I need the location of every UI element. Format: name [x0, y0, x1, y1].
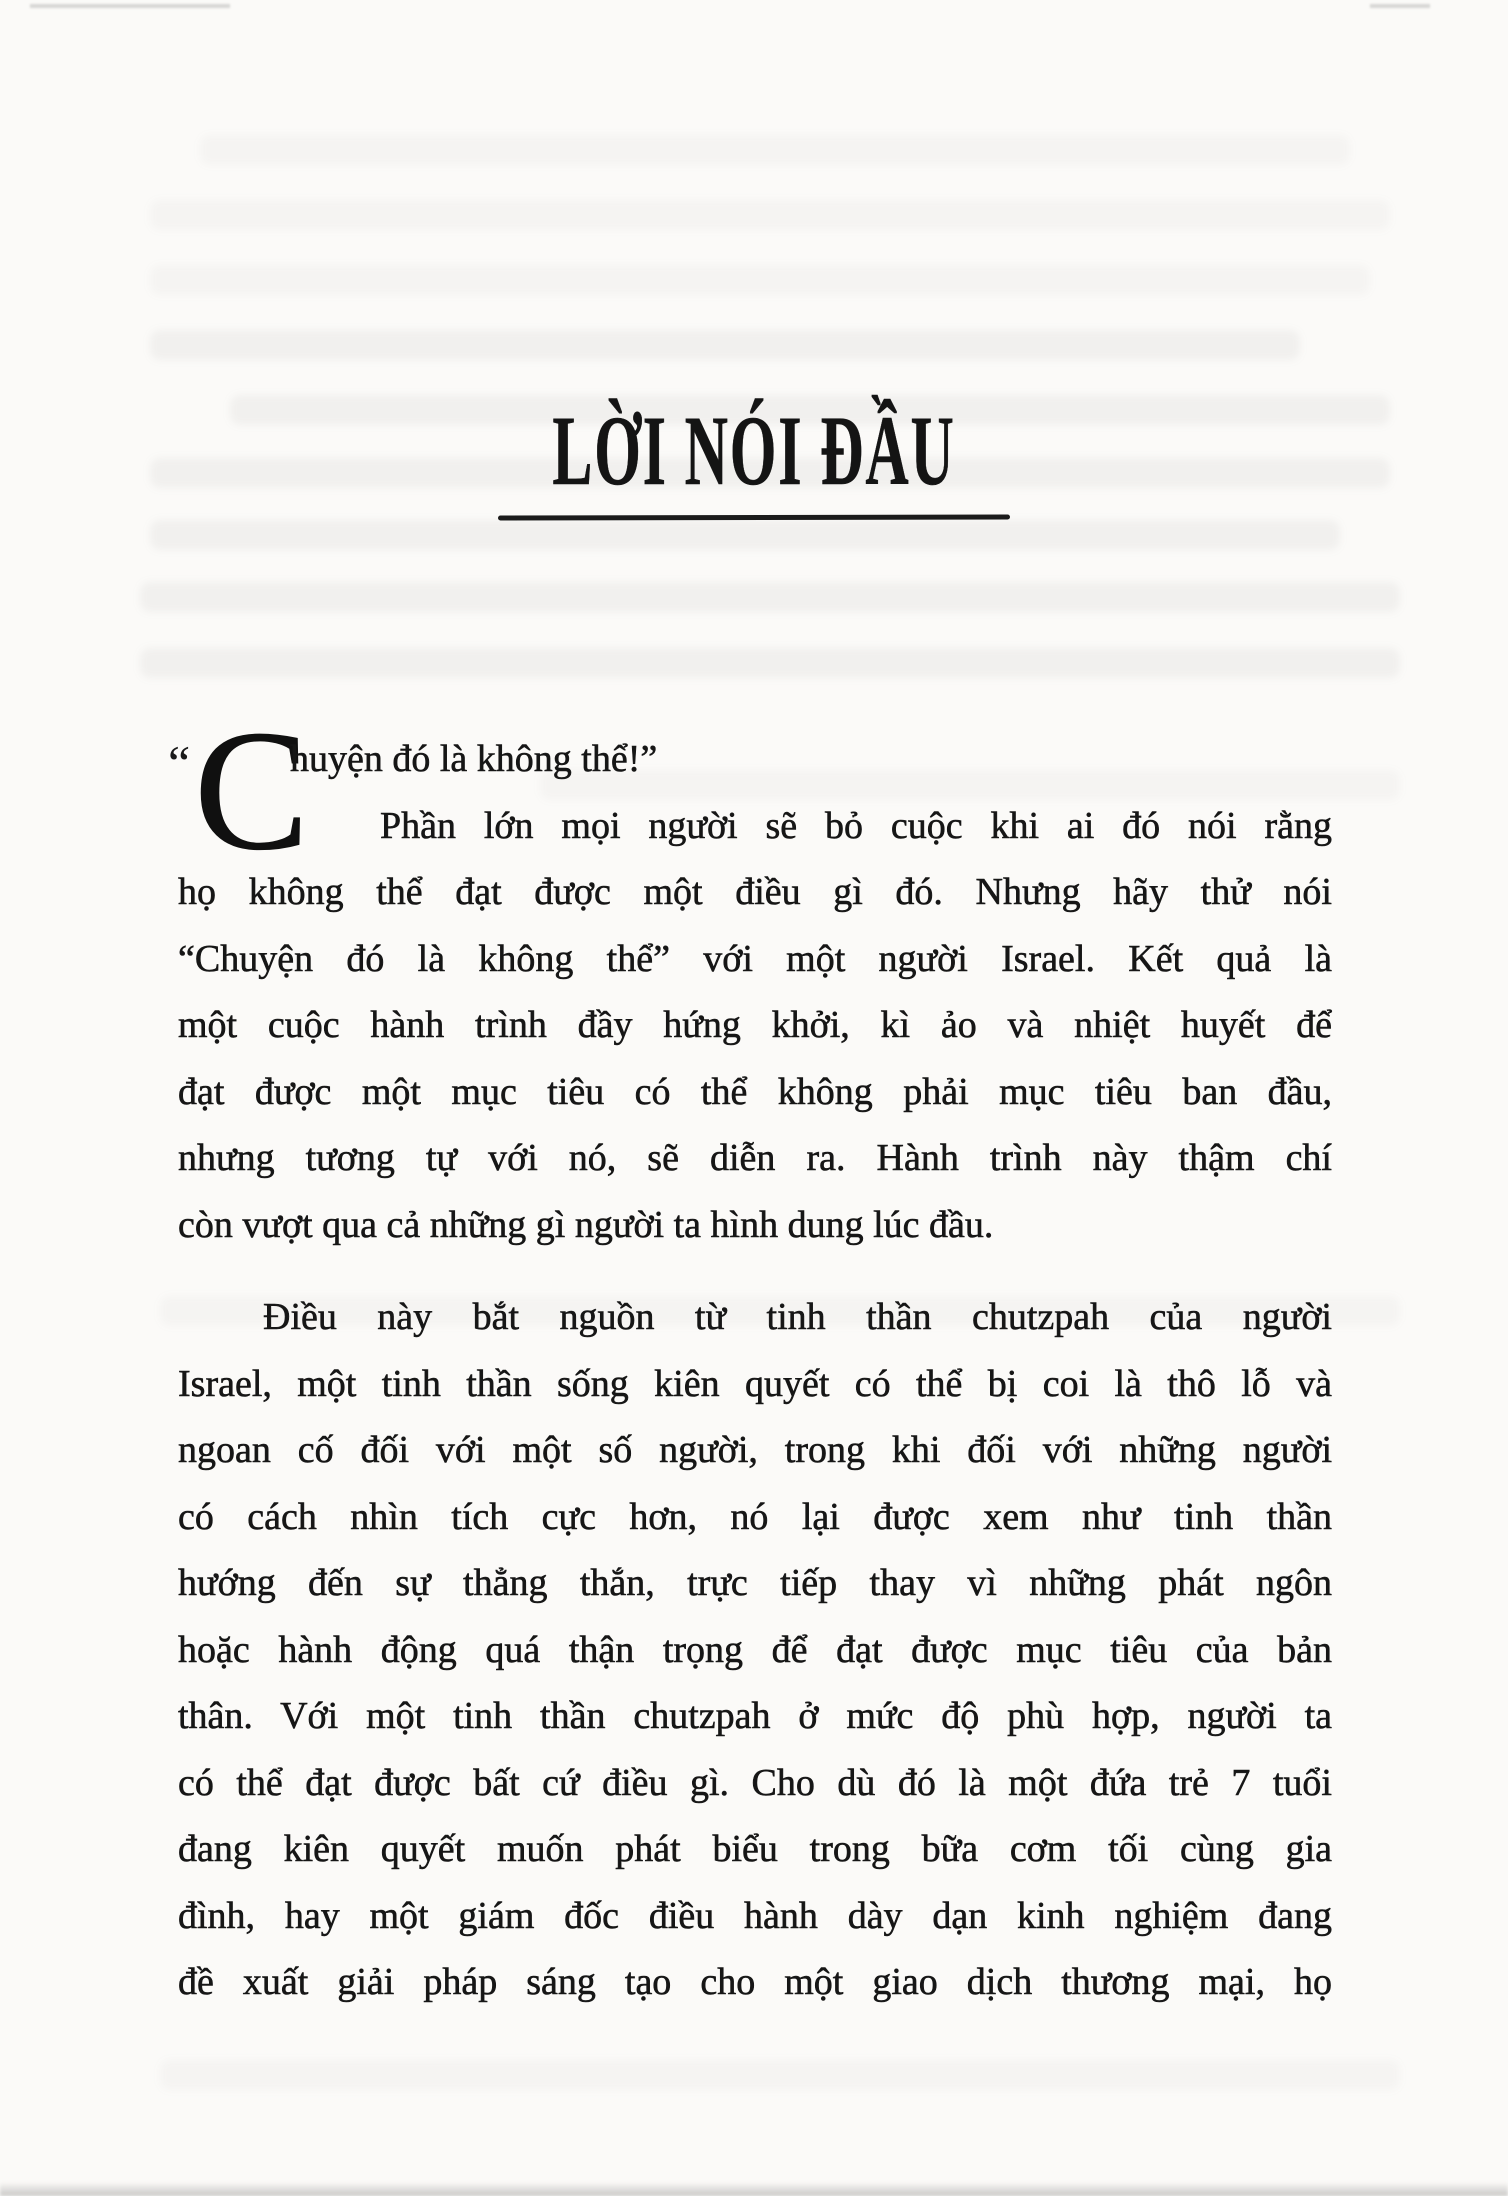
text-line: đang kiên quyết muốn phát biểu trong bữa cơm tối cùng gia [178, 1828, 1332, 1870]
bleed-through-ghost [150, 330, 1300, 360]
bleed-through-ghost [200, 135, 1350, 165]
bleed-through-ghost [140, 582, 1400, 612]
page-bottom-shadow [0, 2182, 1508, 2196]
text-line: Israel, một tinh thần sống kiên quyết có thể bị coi là thô lỗ và [178, 1362, 1332, 1405]
text-line: đề xuất giải pháp sáng tạo cho một giao dịch thương mại, họ [178, 1961, 1332, 2003]
text-line: đạt được một mục tiêu có thể không phải mục tiêu ban đầu, [178, 1070, 1332, 1113]
chapter-heading [0, 395, 1508, 520]
page-title: LỜI NÓI ĐẦU [552, 395, 956, 506]
drop-cap-open-quote: “ [168, 735, 191, 791]
text-line: họ không thể đạt được một điều gì đó. Nhưng hãy thử nói [178, 871, 1332, 913]
text-line: huyện đó là không thể!” [290, 738, 658, 780]
text-line: hoặc hành động quá thận trọng để đạt được mục tiêu của bản [178, 1628, 1332, 1671]
body-text [178, 696, 1332, 2016]
text-line: có cách nhìn tích cực hơn, nó lại được xem như tinh thần [178, 1495, 1332, 1538]
scan-edge-mark [1370, 4, 1430, 8]
bleed-through-ghost [150, 520, 1340, 550]
bleed-through-ghost [140, 648, 1400, 678]
bleed-through-ghost [150, 200, 1390, 230]
text-line: nhưng tương tự với nó, sẽ diễn ra. Hành trình này thậm chí [178, 1137, 1332, 1179]
bleed-through-ghost [150, 265, 1370, 295]
title-underline-rule [498, 514, 1010, 520]
text-line: còn vượt qua cả những gì người ta hình dung lúc đầu. [178, 1203, 994, 1246]
text-line: thân. Với một tinh thần chutzpah ở mức độ phù hợp, người ta [178, 1695, 1332, 1737]
scan-edge-mark [30, 4, 230, 8]
text-line: hướng đến sự thẳng thắn, trực tiếp thay vì những phát ngôn [178, 1562, 1332, 1604]
text-line: Điều này bắt nguồn từ tinh thần chutzpah của người [263, 1296, 1332, 1338]
drop-cap-letter: C [194, 696, 309, 886]
text-line: có thể đạt được bất cứ điều gì. Cho dù đó là một đứa trẻ 7 tuổi [178, 1761, 1332, 1804]
text-line: một cuộc hành trình đầy hứng khởi, kì ảo và nhiệt huyết để [178, 1004, 1332, 1046]
text-line: đình, hay một giám đốc điều hành dày dạn kinh nghiệm đang [178, 1894, 1332, 1937]
text-line: Phần lớn mọi người sẽ bỏ cuộc khi ai đó nói rằng [380, 804, 1332, 847]
text-line: ngoan cố đối với một số người, trong khi đối với những người [178, 1429, 1332, 1471]
text-line: “Chuyện đó là không thể” với một người Israel. Kết quả là [178, 937, 1332, 980]
bleed-through-ghost [160, 2060, 1400, 2090]
